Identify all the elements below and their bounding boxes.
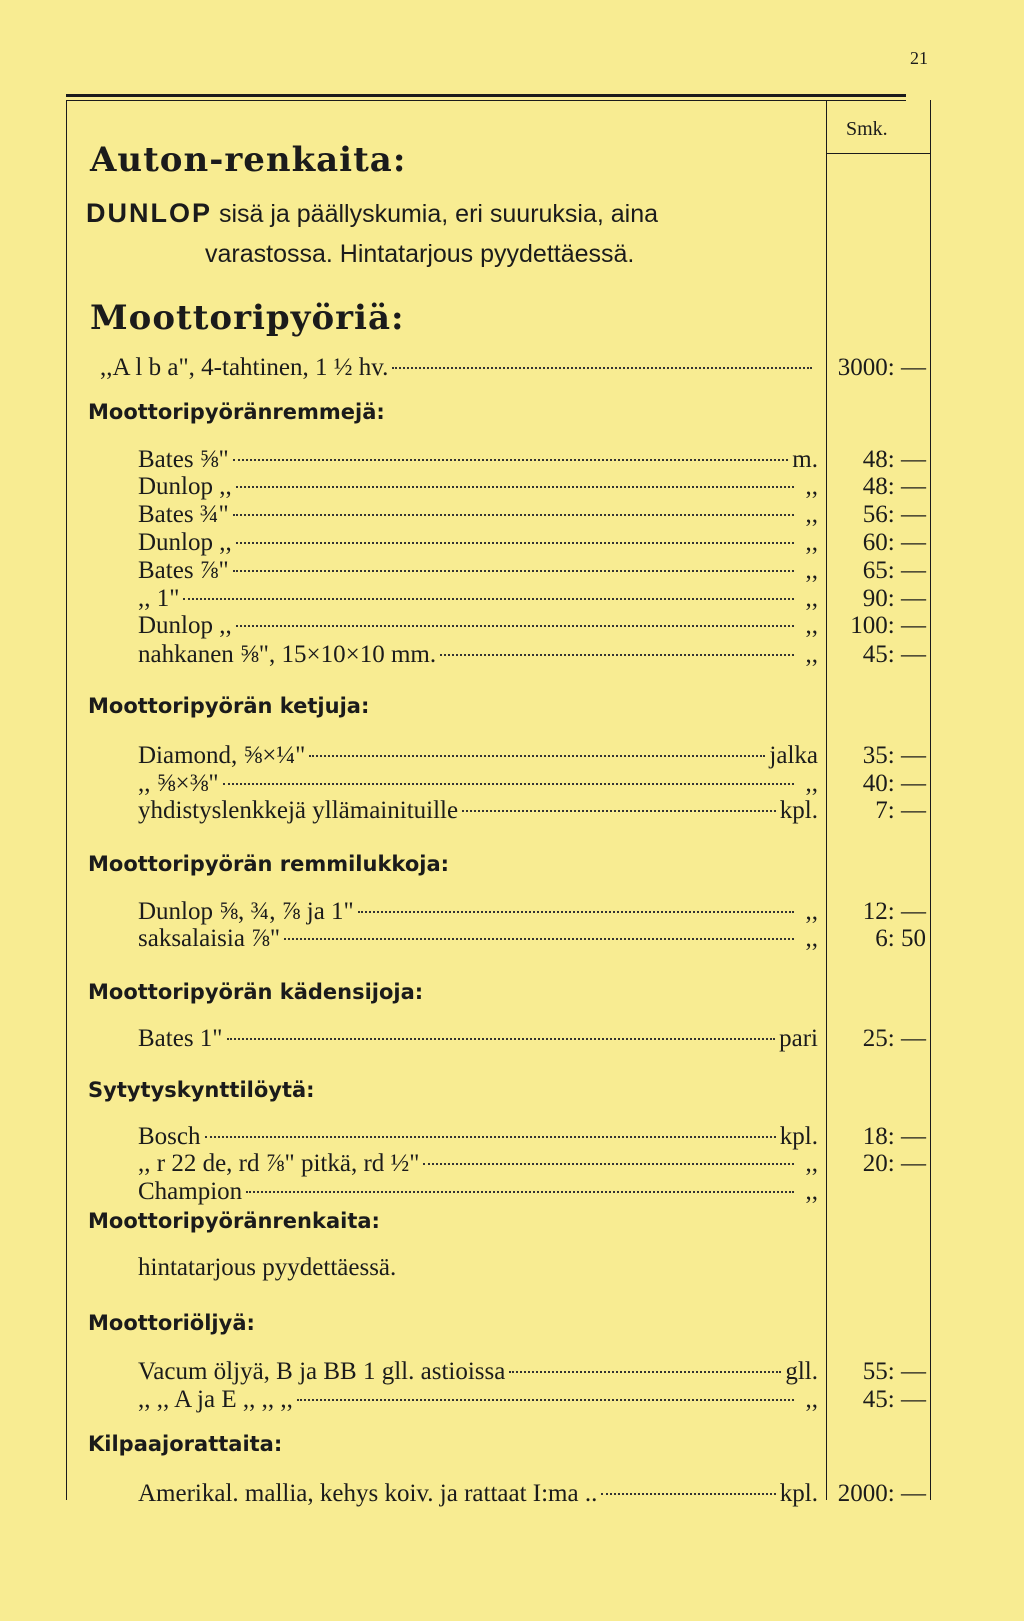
item-unit: kpl. xyxy=(779,1123,818,1150)
item-name: Bosch xyxy=(138,1123,201,1150)
item-price: 35: — xyxy=(862,742,926,769)
leader-dots xyxy=(284,938,794,940)
item-price: 65: — xyxy=(862,557,926,584)
price-row xyxy=(138,1386,818,1414)
leader-dots xyxy=(233,459,789,461)
item-name: yhdistyslenkkejä yllämainituille xyxy=(138,797,459,824)
item-name: Bates ¾" xyxy=(138,501,229,528)
section-title: Sytytyskynttilöytä: xyxy=(88,1078,315,1102)
price-row xyxy=(138,1150,818,1178)
page-number: 21 xyxy=(910,48,928,68)
tires-brand: DUNLOP xyxy=(86,198,212,228)
price-row xyxy=(138,1358,818,1386)
heading-motorcycles: Moottoripyöriä: xyxy=(90,298,405,338)
item-unit: ,, xyxy=(805,501,818,528)
item-unit: ,, xyxy=(805,557,818,584)
leader-dots xyxy=(236,542,794,544)
section-title: Moottoripyörän remmilukkoja: xyxy=(88,852,450,876)
leader-dots xyxy=(462,810,776,812)
price-row xyxy=(138,641,818,669)
leader-dots xyxy=(309,755,765,757)
item-price: 55: — xyxy=(862,1358,926,1385)
item-unit: kpl. xyxy=(779,797,818,824)
renkaita-note: hintatarjous pyydettäessä. xyxy=(138,1254,397,1281)
price-row xyxy=(138,501,818,529)
item-price: 3000: — xyxy=(837,354,926,381)
item-name: ,, r 22 de, rd ⅞" pitkä, rd ½" xyxy=(138,1150,420,1177)
item-unit: ,, xyxy=(805,770,818,797)
section-title: Kilpaajorattaita: xyxy=(88,1432,283,1456)
item-price: 48: — xyxy=(862,473,926,500)
item-unit: ,, xyxy=(805,1150,818,1177)
price-row xyxy=(138,529,818,557)
section-title: Moottoripyöränremmejä: xyxy=(88,400,385,424)
item-price: 6: 50 xyxy=(875,925,926,952)
leader-dots xyxy=(358,911,794,913)
leader-dots xyxy=(236,625,794,627)
item-name: Dunlop ⅝, ¾, ⅞ ja 1" xyxy=(138,898,354,925)
item-price: 12: — xyxy=(862,898,926,925)
item-unit: jalka xyxy=(769,742,818,769)
leader-dots xyxy=(227,1038,776,1040)
item-name: saksalaisia ⅞" xyxy=(138,925,281,952)
price-row xyxy=(138,898,818,926)
item-unit: ,, xyxy=(805,1386,818,1413)
leader-dots xyxy=(297,1399,794,1401)
price-row xyxy=(138,925,818,953)
leader-dots xyxy=(601,1493,775,1495)
price-row xyxy=(138,1178,818,1206)
item-price: 25: — xyxy=(862,1025,926,1052)
item-name: Dunlop ,, xyxy=(138,529,232,556)
leader-dots xyxy=(392,367,812,369)
item-name: ,, ⅝×⅜" xyxy=(138,770,219,797)
item-unit: ,, xyxy=(805,898,818,925)
item-name: nahkanen ⅝", 15×10×10 mm. xyxy=(138,641,437,668)
item-price: 60: — xyxy=(862,529,926,556)
price-row xyxy=(138,557,818,585)
item-name: Bates 1" xyxy=(138,1025,223,1052)
price-row xyxy=(138,797,818,825)
item-unit: ,, xyxy=(805,1178,818,1205)
item-price: 20: — xyxy=(862,1150,926,1177)
price-row xyxy=(138,1025,818,1053)
section-title: Moottoriöljyä: xyxy=(88,1311,255,1335)
tires-line1-text: sisä ja päällyskumia, eri suuruksia, aina xyxy=(218,200,659,228)
leader-dots xyxy=(205,1136,776,1138)
item-price: 100: — xyxy=(850,612,926,639)
item-price: 56: — xyxy=(862,501,926,528)
left-column-line xyxy=(66,100,67,1500)
item-unit: ,, xyxy=(805,925,818,952)
item-name: Bates ⅞" xyxy=(138,557,229,584)
item-unit: pari xyxy=(779,1025,818,1052)
section-title: Moottoripyöränrenkaita: xyxy=(88,1209,380,1233)
price-row xyxy=(138,742,818,770)
item-name: Bates ⅝" xyxy=(138,446,229,473)
leader-dots xyxy=(233,570,794,572)
item-name: Champion xyxy=(138,1178,243,1205)
leader-dots xyxy=(440,654,794,656)
item-price: 7: — xyxy=(875,797,926,824)
price-row xyxy=(138,473,818,501)
item-price: 18: — xyxy=(862,1123,926,1150)
item-unit: kpl. xyxy=(779,1480,818,1507)
right-column-line xyxy=(930,100,931,1500)
leader-dots xyxy=(223,783,794,785)
item-unit: ,, xyxy=(805,585,818,612)
tires-line2: varastossa. Hintatarjous pyydettäessä. xyxy=(205,240,635,268)
header-underline xyxy=(826,153,930,154)
top-rule-thick xyxy=(66,94,906,97)
item-name: Vacum öljyä, B ja BB 1 gll. astioissa xyxy=(138,1358,506,1385)
currency-header: Smk. xyxy=(846,118,888,140)
item-unit: ,, xyxy=(805,641,818,668)
item-name: Diamond, ⅝×¼" xyxy=(138,742,306,769)
item-price: 90: — xyxy=(862,585,926,612)
item-price: 2000: — xyxy=(837,1480,926,1507)
leader-dots xyxy=(233,514,794,516)
price-row xyxy=(138,446,818,474)
leader-dots xyxy=(236,486,794,488)
item-name: ,,A l b a", 4-tahtinen, 1 ½ hv. xyxy=(100,354,389,381)
item-name: Dunlop ,, xyxy=(138,473,232,500)
item-price: 45: — xyxy=(862,641,926,668)
item-unit: ,, xyxy=(805,529,818,556)
item-unit: ,, xyxy=(805,612,818,639)
leader-dots xyxy=(509,1371,781,1373)
section-title: Moottoripyörän ketjuja: xyxy=(88,694,370,718)
leader-dots xyxy=(246,1191,794,1193)
leader-dots xyxy=(183,598,794,600)
price-row xyxy=(138,1123,818,1151)
heading-tires: Auton-renkaita: xyxy=(90,140,407,180)
price-row xyxy=(138,770,818,798)
item-unit: gll. xyxy=(785,1358,818,1385)
item-unit: ,, xyxy=(805,473,818,500)
item-price: 48: — xyxy=(862,446,926,473)
item-name: Amerikal. mallia, kehys koiv. ja rattaat I:ma .. xyxy=(138,1480,598,1507)
item-price: 45: — xyxy=(862,1386,926,1413)
tires-line1 xyxy=(86,198,658,229)
item-name: Dunlop ,, xyxy=(138,612,232,639)
price-row xyxy=(138,612,818,640)
item-unit: m. xyxy=(792,446,818,473)
top-rule-thin xyxy=(66,100,906,101)
motorcycle-item xyxy=(100,354,816,382)
leader-dots xyxy=(423,1163,794,1165)
item-price: 40: — xyxy=(862,770,926,797)
price-row xyxy=(138,585,818,613)
section-title: Moottoripyörän kädensijoja: xyxy=(88,980,424,1004)
item-name: ,, ,, A ja E ,, ,, ,, xyxy=(138,1386,293,1413)
price-row xyxy=(138,1480,818,1508)
item-name: ,, 1" xyxy=(138,585,180,612)
